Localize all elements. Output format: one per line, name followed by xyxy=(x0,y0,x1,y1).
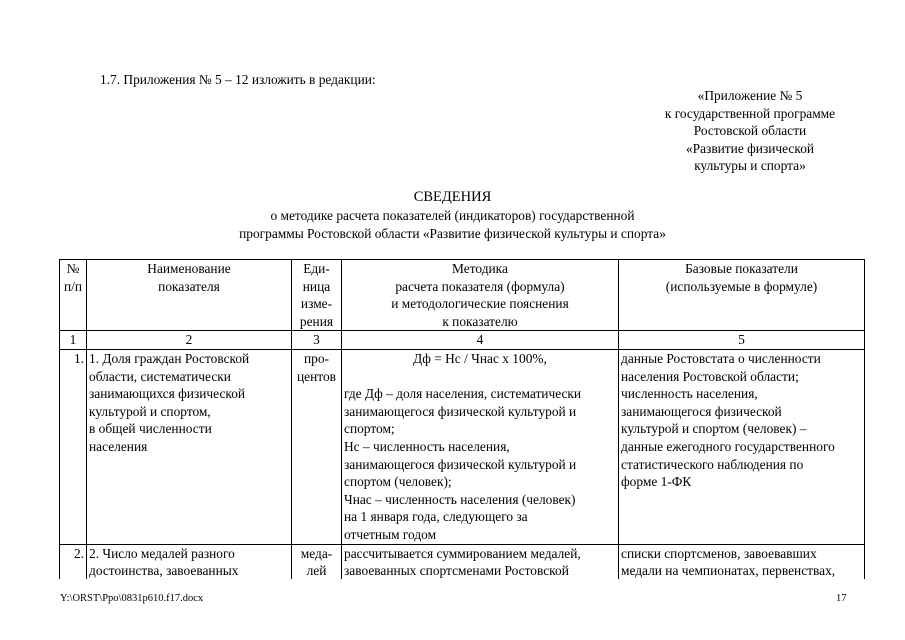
subtitle-line: программы Ростовской области «Развитие физической культуры и спорта» xyxy=(239,225,666,241)
indicator-name-cell: 2. Число медалей разного достоинства, завоеванных xyxy=(87,544,292,604)
column-number: 2 xyxy=(87,331,292,350)
table-header-row xyxy=(60,260,865,331)
column-number: 5 xyxy=(619,331,865,350)
unit-cell: меда- лей xyxy=(292,544,342,604)
footer-file-path: Y:\ORST\Ppo\0831p610.f17.docx xyxy=(60,593,204,604)
unit-cell: про- центов xyxy=(292,349,342,544)
row-number: 2. xyxy=(60,544,87,604)
appendix-line: «Приложение № 5 xyxy=(697,88,803,103)
row-number: 1. xyxy=(60,349,87,544)
header-cell-unit: Еди- ница изме- рения xyxy=(292,260,342,331)
appendix-line: Ростовской области xyxy=(693,123,807,139)
page-number: 17 xyxy=(836,593,847,604)
appendix-line: культуры и спорта» xyxy=(694,158,806,174)
subtitle-line: о методике расчета показателей (индикаторов) государственной xyxy=(270,208,635,223)
header-cell-num: № п/п xyxy=(60,260,87,331)
base-data-cell: данные Ростовстата о численности населения Ростовской области; численность населения, занимающегося физической культурой и спортом (человек) – данные ежегодного государственного статистического наблюдения по форме 1-ФК xyxy=(619,349,865,544)
formula: Дф = Нс / Чнас х 100%, xyxy=(413,350,547,366)
page-cut xyxy=(0,579,905,640)
methodology-table xyxy=(59,259,865,605)
header-cell-method: Методика расчета показателя (формула) и методологические пояснения к показателю xyxy=(342,260,619,331)
indicator-name-cell: 1. Доля граждан Ростовской области, систематически занимающихся физической культурой и спортом, в общей численности населения xyxy=(87,349,292,544)
column-number: 1 xyxy=(60,331,87,350)
column-number: 3 xyxy=(292,331,342,350)
table-numbering-row xyxy=(60,331,865,350)
appendix-header xyxy=(600,87,900,175)
header-cell-name: Наименование показателя xyxy=(87,260,292,331)
method-cell: рассчитывается суммированием медалей, завоеванных спортсменами Ростовской xyxy=(342,544,619,604)
column-number: 4 xyxy=(342,331,619,350)
appendix-line: «Развитие физической xyxy=(685,140,815,156)
method-cell: Дф = Нс / Чнас х 100%, где Дф – доля населения, систематически занимающегося физической культурой и спортом; Нс – численность населения, занимающегося физической культурой и спортом (человек); Чнас – численность населения (человек) на 1 января года, следующего за отчетным годом xyxy=(342,349,619,544)
doc-title: СВЕДЕНИЯ xyxy=(413,189,492,205)
table-row xyxy=(60,349,865,544)
appendix-line: к государственной программе xyxy=(664,105,836,121)
doc-subtitle xyxy=(0,207,905,242)
intro-text: 1.7. Приложения № 5 – 12 изложить в редакции: xyxy=(100,72,376,87)
base-data-cell: списки спортсменов, завоевавших медали на чемпионатах, первенствах, xyxy=(619,544,865,604)
header-cell-base: Базовые показатели (используемые в формуле) xyxy=(619,260,865,331)
